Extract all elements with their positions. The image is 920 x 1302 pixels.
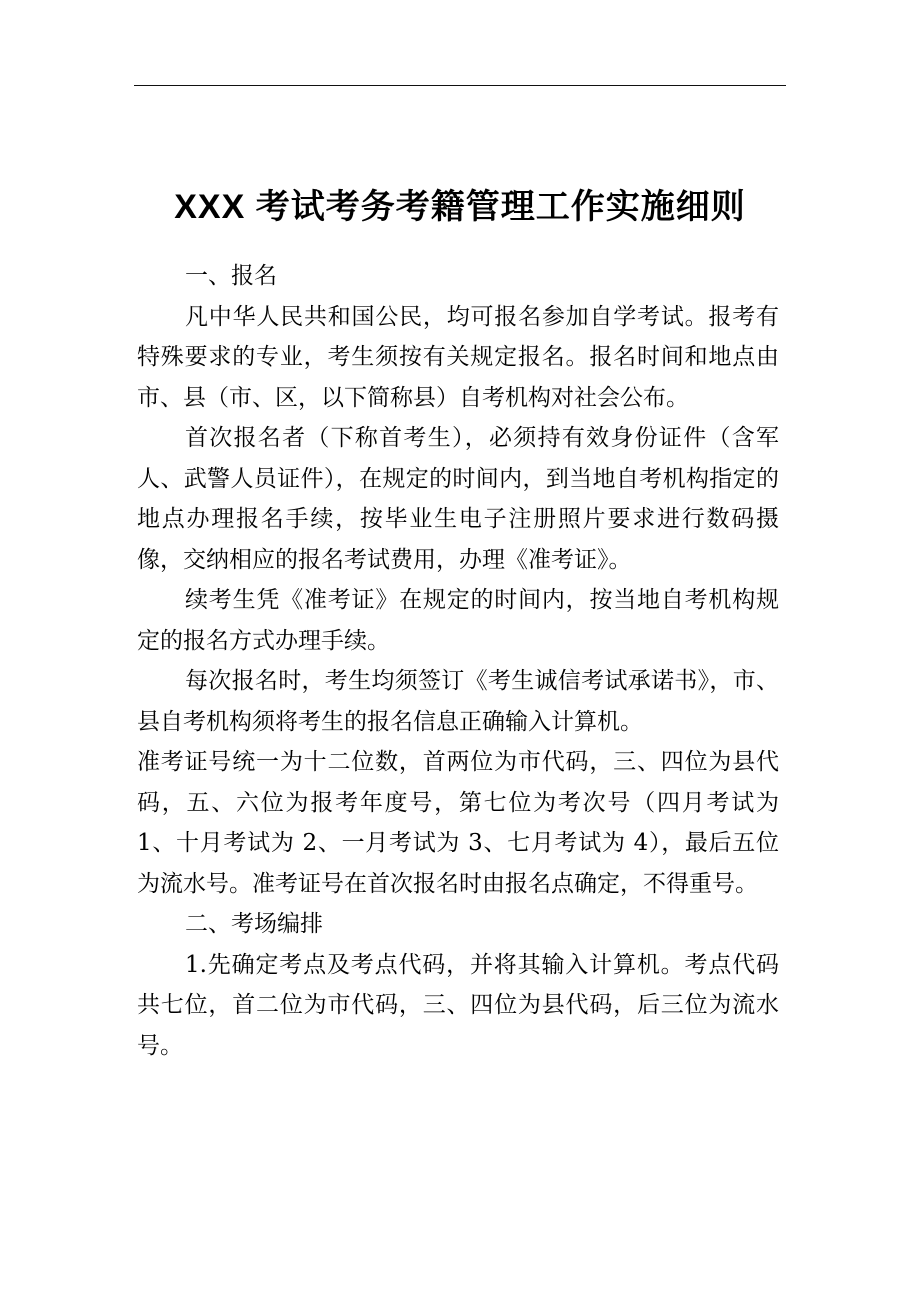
paragraph: 凡中华人民共和国公民，均可报名参加自学考试。报考有特殊要求的专业，考生须按有关规定报名。报名时间和地点由市、县（市、区，以下简称县）自考机构对社会公布。 (137, 303, 779, 411)
paragraph: 每次报名时，考生均须签订《考生诚信考试承诺书》，市、县自考机构须将考生的报名信息正确输入计算机。 (137, 668, 779, 735)
paragraph: 准考证号统一为十二位数，首两位为市代码，三、四位为县代码，五、六位为报考年度号，第七位为考次号（四月考试为 1、十月考试为 2、一月考试为 3、七月考试为 4），最后五位为流水号。准考证号在首次报名时由报名点确定，不得重号。 (137, 749, 779, 897)
section-heading-exam-room: 二、考场编排 (185, 911, 323, 937)
header-rule (134, 85, 786, 86)
section-heading-registration: 一、报名 (185, 263, 277, 289)
document-body (137, 256, 779, 1066)
paragraph: 续考生凭《准考证》在规定的时间内，按当地自考机构规定的报名方式办理手续。 (137, 587, 779, 654)
paragraph: 1.先确定考点及考点代码，并将其输入计算机。考点代码共七位，首二位为市代码，三、四位为县代码，后三位为流水号。 (137, 951, 779, 1059)
paragraph: 首次报名者（下称首考生），必须持有效身份证件（含军人、武警人员证件），在规定的时间内，到当地自考机构指定的地点办理报名手续，按毕业生电子注册照片要求进行数码摄像，交纳相应的报名考试费用，办理《准考证》。 (137, 425, 779, 573)
document-title: XXX 考试考务考籍管理工作实施细则 (174, 188, 746, 226)
